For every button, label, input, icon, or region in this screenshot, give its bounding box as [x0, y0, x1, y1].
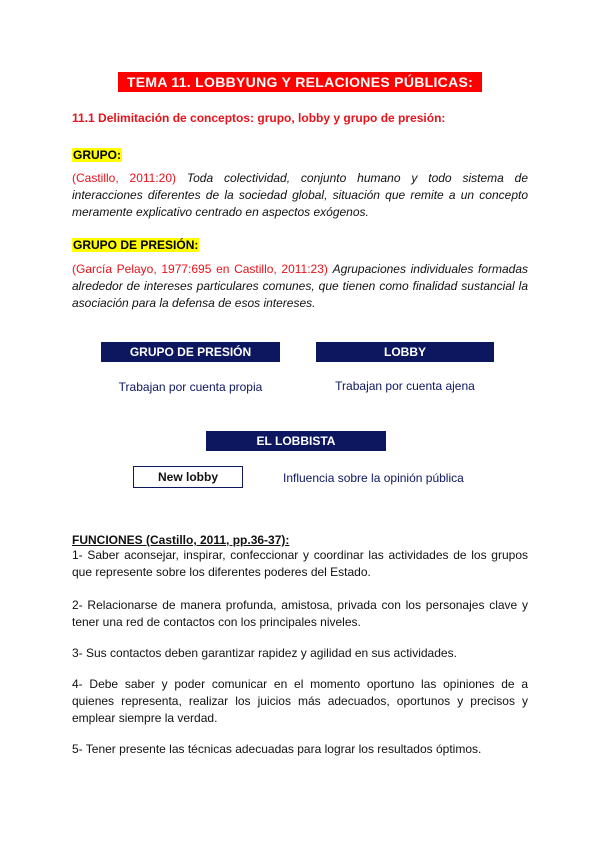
cuenta-propia-text: Trabajan por cuenta propia — [118, 380, 263, 394]
grupo-definition-paragraph — [72, 170, 528, 221]
influencia-text: Influencia sobre la opinión pública — [283, 471, 464, 485]
page-title: TEMA 11. LOBBYUNG Y RELACIONES PÚBLICAS: — [118, 72, 482, 92]
lobby-box: LOBBY — [316, 342, 494, 362]
grupo-citation: (Castillo, 2011:20) — [72, 171, 177, 185]
funciones-heading: FUNCIONES (Castillo, 2011, pp.36-37): — [72, 533, 290, 547]
grupo-presion-box: GRUPO DE PRESIÓN — [101, 342, 280, 362]
section-subtitle: 11.1 Delimitación de conceptos: grupo, lobby y grupo de presión: — [72, 111, 446, 125]
grupo-presion-definition: Agrupaciones individuales formadas alrededor de intereses particulares comunes, que tienen como finalidad sustancial la asociación para la defensa de esos intereses. — [72, 262, 529, 310]
funcion-item-5: 5- Tener presente las técnicas adecuadas para lograr los resultados óptimos. — [72, 742, 482, 756]
grupo-presion-heading-text: GRUPO DE PRESIÓN: — [73, 238, 199, 252]
cuenta-ajena-text: Trabajan por cuenta ajena — [335, 379, 475, 393]
grupo-heading — [72, 146, 122, 164]
new-lobby-box: New lobby — [133, 466, 243, 488]
funcion-item-4: 4- Debe saber y poder comunicar en el momento oportuno las opiniones de a quienes representa, realizar los juicios más adecuados, oportunos y precisos y emplear siempre la verdad. — [72, 677, 528, 725]
funcion-item-1: 1- Saber aconsejar, inspirar, confeccionar y coordinar las actividades de los grupos que represente sobre los diferentes poderes del Estado. — [72, 548, 528, 579]
el-lobbista-box: EL LOBBISTA — [206, 431, 386, 451]
funcion-item-2: 2- Relacionarse de manera profunda, amistosa, privada con los personajes clave y tener una red de contactos con los principales niveles. — [72, 598, 528, 629]
funcion-item-3: 3- Sus contactos deben garantizar rapidez y agilidad en sus actividades. — [72, 646, 457, 660]
grupo-presion-definition-paragraph — [72, 261, 528, 312]
grupo-heading-text: GRUPO: — [73, 148, 121, 162]
grupo-definition: Toda colectividad, conjunto humano y todo sistema de interacciones diferentes de la sociedad global, situación que remite a un concepto meramente explicativo centrado en aspectos exógenos. — [72, 171, 529, 219]
grupo-presion-heading — [72, 236, 199, 254]
grupo-presion-citation: (García Pelayo, 1977:695 en Castillo, 2011:23) — [72, 262, 328, 276]
